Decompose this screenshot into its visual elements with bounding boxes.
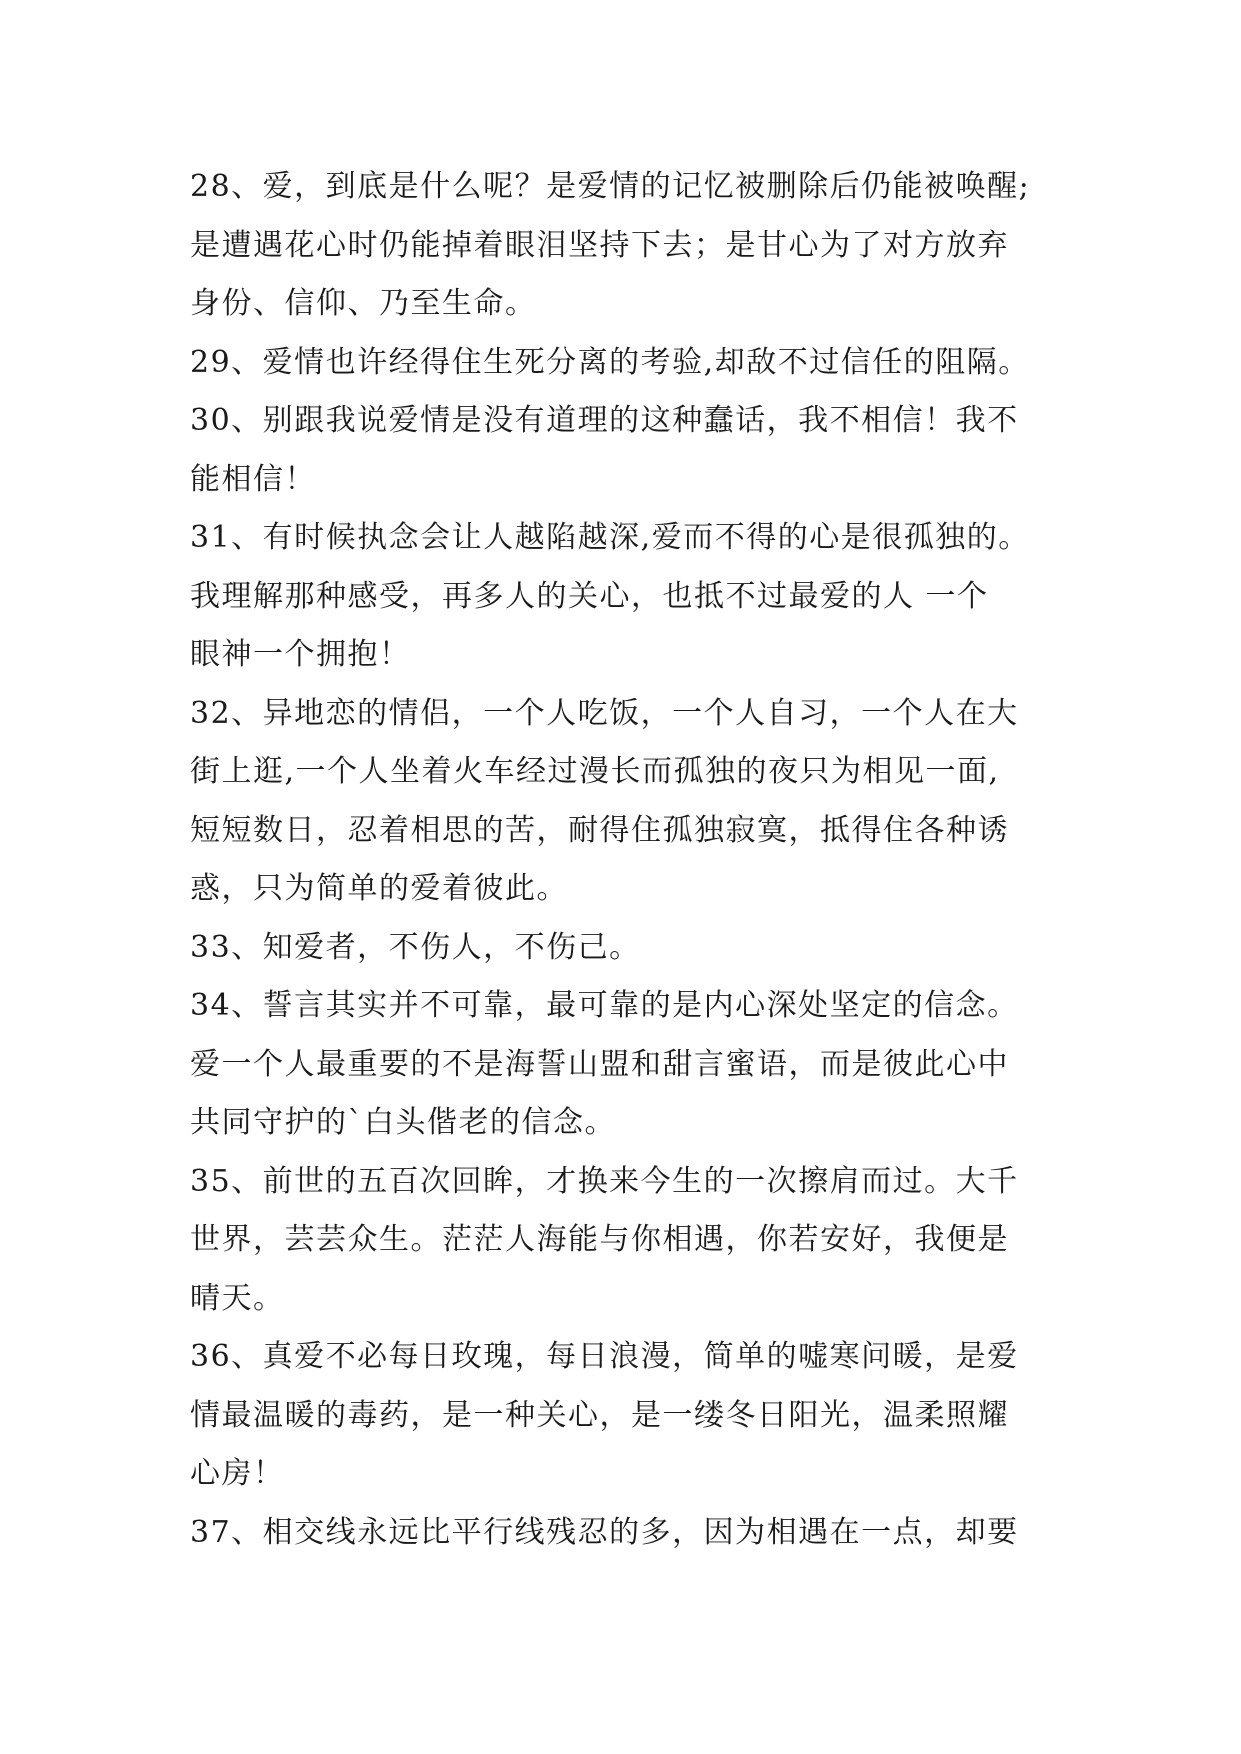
text-line: 36、真爱不必每日玫瑰，每日浪漫，简单的嘘寒问暖，是爱	[190, 1339, 1019, 1374]
text-line: 29、爱情也许经得住生死分离的考验,却敌不过信任的阻隔。	[190, 344, 1030, 380]
text-line: 街上逛,一个人坐着火车经过漫长而孤独的夜只为相见一面,	[190, 754, 1000, 789]
list-item-31	[190, 509, 1060, 685]
list-item-36	[190, 1328, 1060, 1504]
text-line: 32、异地恋的情侣，一个人吃饭，一个人自习，一个人在大	[190, 695, 1019, 731]
text-line: 31、有时候执念会让人越陷越深,爱而不得的心是很孤独的。	[190, 520, 1030, 555]
text-line: 惑，只为简单的爱着彼此。	[190, 871, 568, 906]
text-line: 我理解那种感受，再多人的关心，也抵不过最爱的人 一个	[190, 578, 989, 614]
list-item-33	[190, 919, 1060, 978]
text-line: 心房！	[190, 1456, 285, 1491]
text-line: 能相信！	[190, 461, 316, 497]
list-item-34	[190, 977, 1060, 1153]
list-item-28	[190, 158, 1060, 334]
list-item-37	[190, 1504, 1060, 1563]
text-line: 33、知爱者，不伤人，不伤己。	[190, 929, 641, 965]
list-item-30	[190, 392, 1060, 509]
text-line: 是遭遇花心时仍能掉着眼泪坚持下去；是甘心为了对方放弃	[190, 227, 1009, 263]
text-line: 身份、信仰、乃至生命。	[190, 286, 537, 321]
document-body	[190, 158, 1060, 1562]
text-line: 短短数日，忍着相思的苦，耐得住孤独寂寞，抵得住各种诱	[190, 812, 1009, 848]
list-item-32	[190, 685, 1060, 919]
list-item-35	[190, 1153, 1060, 1329]
text-line: 37、相交线永远比平行线残忍的多，因为相遇在一点，却要	[190, 1514, 1019, 1550]
text-line: 28、爱，到底是什么呢？是爱情的记忆被删除后仍能被唤醒;	[190, 169, 1031, 204]
text-line: 眼神一个拥抱！	[190, 637, 411, 672]
list-item-29	[190, 334, 1060, 393]
text-line: 35、前世的五百次回眸，才换来今生的一次擦肩而过。大千	[190, 1163, 1019, 1199]
text-line: 爱一个人最重要的不是海誓山盟和甜言蜜语，而是彼此心中	[190, 1046, 1009, 1082]
text-line: 世界，芸芸众生。茫茫人海能与你相遇，你若安好，我便是	[190, 1222, 1009, 1257]
text-line: 30、别跟我说爱情是没有道理的这种蠢话，我不相信！我不	[190, 403, 1019, 438]
text-line: 情最温暖的毒药，是一种关心，是一缕冬日阳光，温柔照耀	[190, 1397, 1009, 1433]
text-line: 晴天。	[190, 1280, 285, 1316]
text-line: 34、誓言其实并不可靠，最可靠的是内心深处坚定的信念。	[190, 988, 1019, 1023]
text-line: 共同守护的`白头偕老的信念。	[190, 1105, 616, 1140]
